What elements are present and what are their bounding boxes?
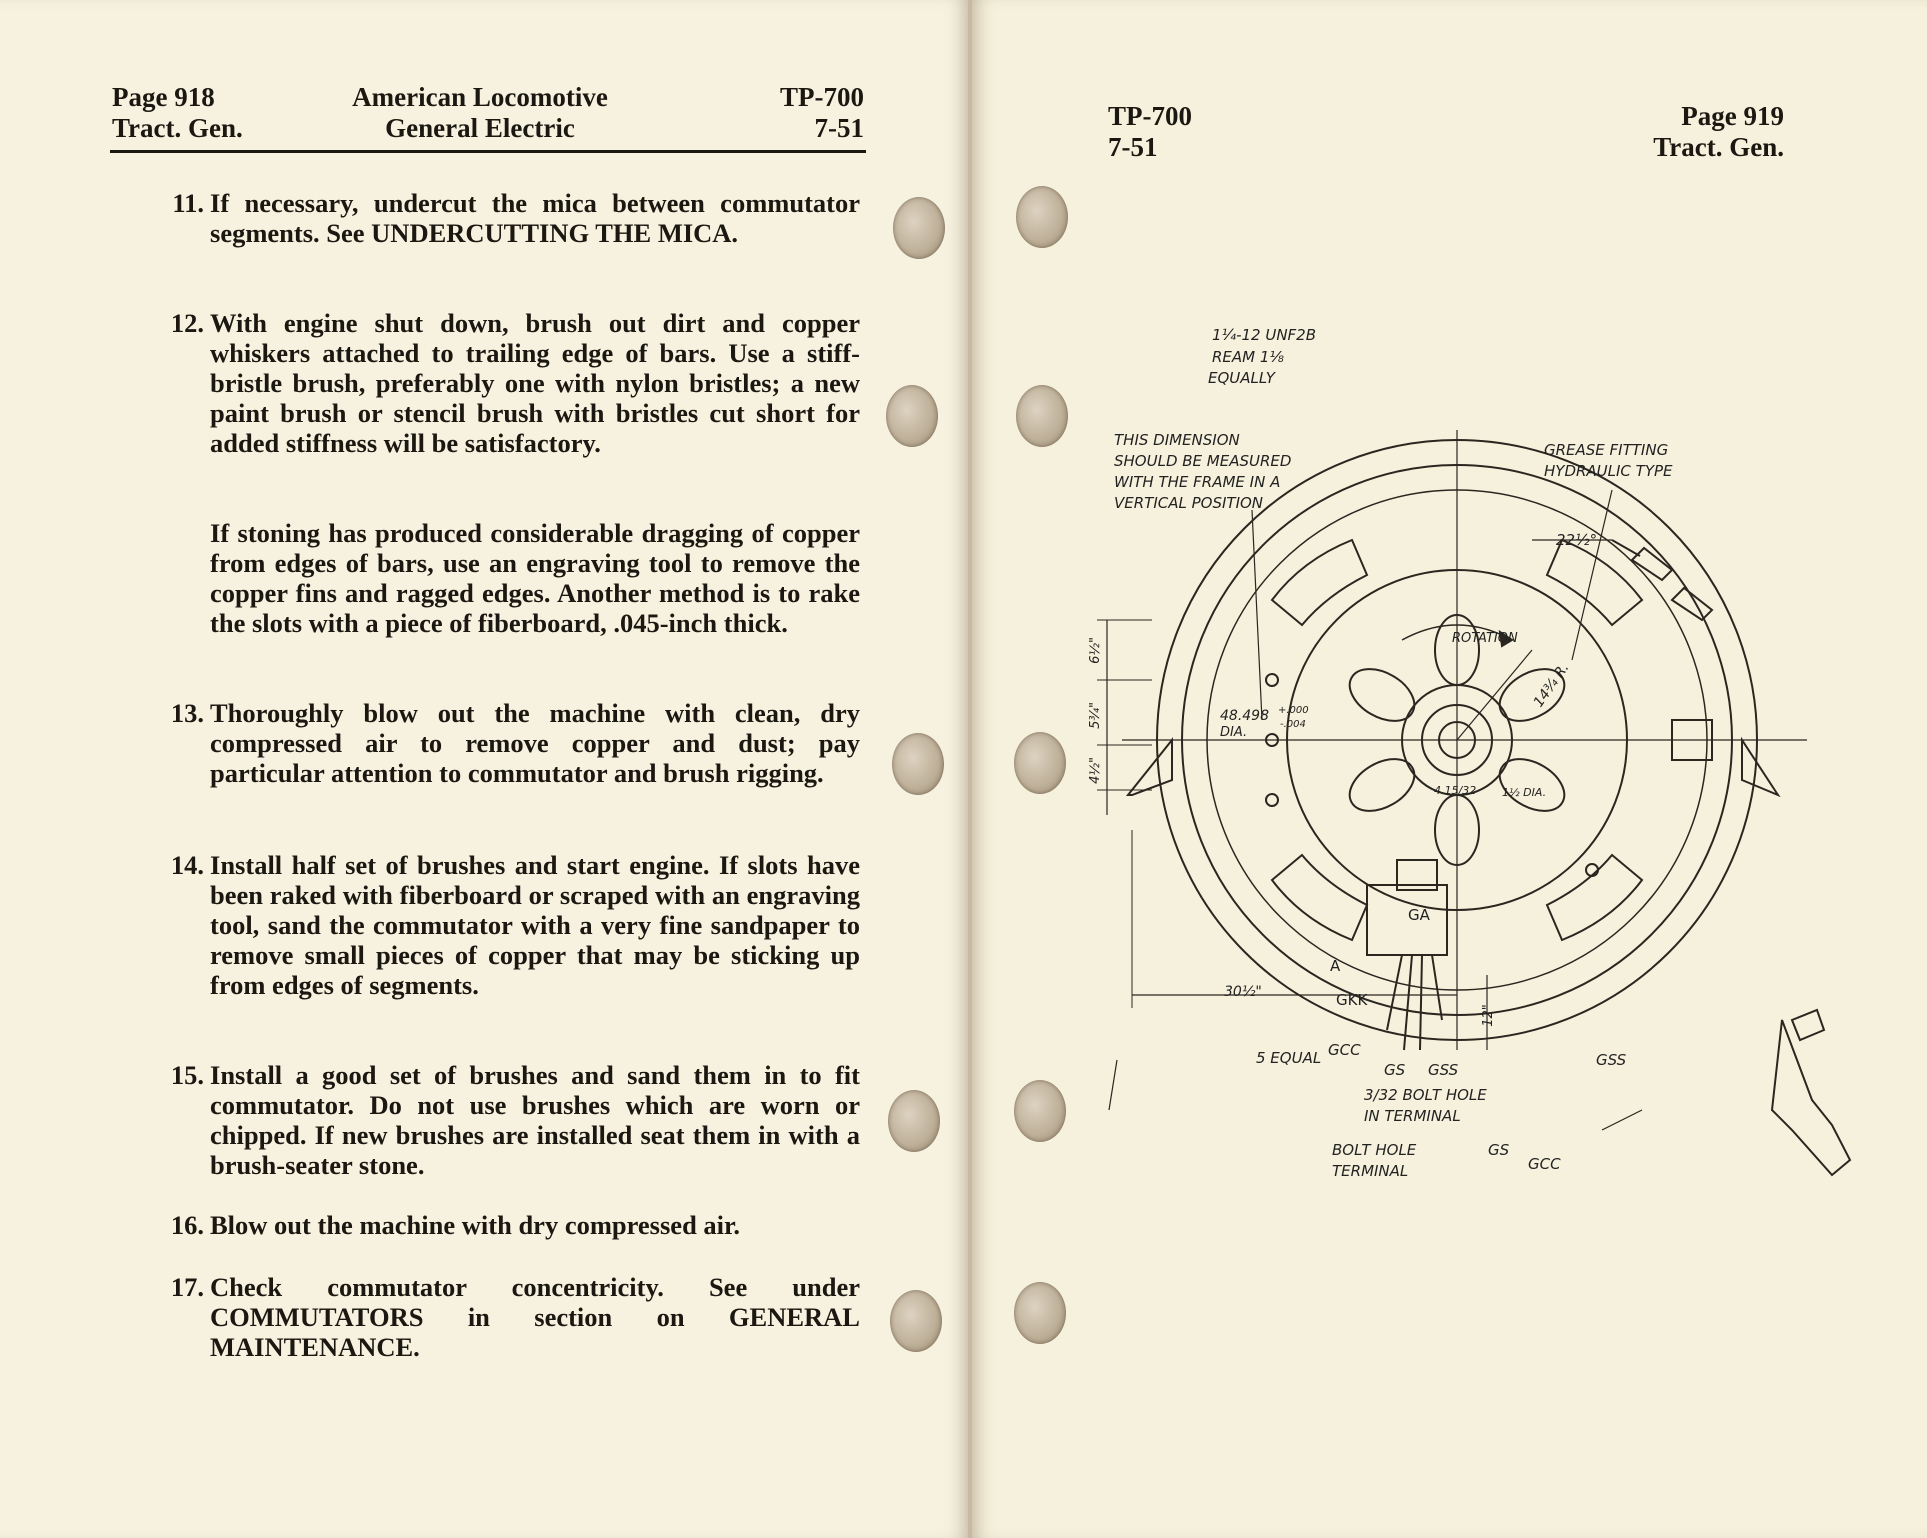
bolt-hole-note-partial: BOLT HOLE TERMINAL: [1332, 1141, 1417, 1180]
detail-gs-label: GS: [1488, 1141, 1510, 1159]
dimension-note: THIS DIMENSION SHOULD BE MEASURED WITH THE FRAME IN A VERTICAL POSITION: [1114, 431, 1292, 512]
mounting-foot: [1128, 740, 1172, 795]
angle-small-label: 4 15/32: [1434, 784, 1477, 797]
step-number: 17.: [170, 1272, 204, 1302]
page-number: Page 919: [1681, 101, 1784, 131]
diameter-label: 48.498: [1220, 708, 1269, 724]
binder-hole: [886, 385, 938, 447]
fan-opening: [1341, 748, 1424, 821]
dia-small-label: 1½ DIA.: [1502, 786, 1547, 799]
doc-code: TP-700: [1108, 101, 1192, 131]
terminal-block: [1367, 885, 1447, 955]
brush-holder-detail: [1772, 1020, 1850, 1175]
manufacturer-line-1: American Locomotive: [352, 82, 608, 112]
step-text: Install a good set of brushes and sand them in to fit commutator. Do not use brushes which are worn or chipped. If new brushes are installed seat them in with a brush-seater stone.: [210, 1060, 860, 1180]
doc-date: 7-51: [814, 113, 864, 143]
step-text: Blow out the machine with dry compressed air.: [210, 1210, 740, 1240]
leader-line: [1109, 1060, 1117, 1110]
vent-slot: [1547, 855, 1642, 940]
binder-hole: [890, 1290, 942, 1352]
step-number: 12.: [170, 308, 204, 338]
ream-label: REAM 1⅛: [1212, 348, 1284, 366]
step-number: 16.: [170, 1210, 204, 1240]
step-text: If necessary, undercut the mica between commutator segments. See UNDERCUTTING THE MICA.: [210, 188, 860, 248]
manufacturer-line-2: General Electric: [385, 113, 575, 143]
detail-gss-label: GSS: [1596, 1051, 1627, 1069]
grease-fitting-note: GREASE FITTING HYDRAULIC TYPE: [1544, 441, 1673, 480]
doc-code: TP-700: [780, 82, 864, 112]
vent-slot: [1272, 855, 1367, 940]
dim-bottom-label: 30½": [1224, 984, 1262, 1000]
mounting-foot: [1742, 740, 1778, 795]
five-equal-label: 5 EQUAL: [1256, 1049, 1322, 1067]
lead-wires: [1387, 955, 1442, 1050]
binder-hole: [892, 733, 944, 795]
step-text: With engine shut down, brush out dirt and copper whiskers attached to trailing edge of bars. Use a stiff-bristle brush, preferably one with nylon bristles; a new paint brush or stencil brush with bristles cut short for added stiffness will be satisfactory.: [210, 308, 860, 458]
terminal-gss-label: GSS: [1428, 1061, 1459, 1079]
brush-holder: [1672, 588, 1712, 620]
terminal-ga-label: GA: [1408, 906, 1430, 924]
step-text: Thoroughly blow out the machine with clean, dry compressed air to remove copper and dust; pay particular attention to commutator and brush rigging.: [210, 698, 860, 788]
diameter-tolerance-plus: +.000: [1278, 705, 1309, 716]
dim-mid-label: 5¾": [1087, 702, 1103, 729]
radius-label: 14¾ R.: [1530, 660, 1573, 711]
step-number: 15.: [170, 1060, 204, 1090]
brush-holder: [1632, 548, 1672, 580]
dim-low-label: 4½": [1087, 757, 1103, 784]
doc-date: 7-51: [1108, 132, 1158, 162]
right-page: [972, 0, 1927, 1538]
step-number: 14.: [170, 850, 204, 880]
terminal-gcc-label: GCC: [1328, 1041, 1361, 1059]
equally-label: EQUALLY: [1208, 369, 1275, 387]
step-text: Check commutator concentricity. See under COMMUTATORS in section on GENERAL MAINTENANCE.: [210, 1272, 860, 1362]
dim-12-label: 12": [1480, 1004, 1496, 1027]
brush-holder-detail-handle: [1792, 1010, 1824, 1040]
terminal-gkk-label: GKK: [1336, 991, 1368, 1009]
binder-hole: [893, 197, 945, 259]
binder-hole: [888, 1090, 940, 1152]
leader-line: [1572, 490, 1612, 660]
dim-top-label: 6½": [1087, 637, 1103, 664]
page-number: Page 918: [112, 82, 215, 112]
terminal-gs-label: GS: [1384, 1061, 1406, 1079]
angle-label: 22½°: [1556, 531, 1598, 549]
bolt-hole-note: 3/32 BOLT HOLE IN TERMINAL: [1364, 1086, 1487, 1125]
diameter-suffix: DIA.: [1220, 725, 1248, 740]
terminal-a-label: A: [1330, 957, 1341, 975]
leader-line: [1602, 1110, 1642, 1130]
step-text: Install half set of brushes and start engine. If slots have been raked with fiberboard or scraped with an engraving tool, sand the commutator with a very fine sandpaper to remove small pieces of copper that may be sticking up from edges of segments.: [210, 850, 860, 1000]
step-number: 11.: [172, 188, 204, 218]
bolt-hole: [1266, 794, 1278, 806]
thread-spec-label: 1¼-12 UNF2B: [1212, 326, 1317, 344]
generator-frame-drawing: [972, 0, 1927, 1538]
step-number: 13.: [170, 698, 204, 728]
section-name: Tract. Gen.: [112, 113, 243, 143]
radius-line: [1457, 650, 1532, 740]
vent-slot: [1547, 540, 1642, 625]
header-rule: [110, 150, 866, 153]
diameter-tolerance-minus: -.004: [1280, 719, 1306, 730]
rotation-label: ROTATION: [1452, 631, 1518, 646]
fan-opening: [1341, 658, 1424, 731]
leader-line: [1252, 510, 1262, 720]
step-12-continuation: If stoning has produced considerable dragging of copper from edges of bars, use an engraving tool to remove the copper fins and ragged edges. Another method is to rake the slots with a piece of fiberboard, .045-inch thick.: [210, 518, 860, 638]
bolt-hole: [1266, 674, 1278, 686]
detail-gcc-label: GCC: [1528, 1155, 1561, 1173]
vent-slot: [1272, 540, 1367, 625]
section-name: Tract. Gen.: [1653, 132, 1784, 162]
